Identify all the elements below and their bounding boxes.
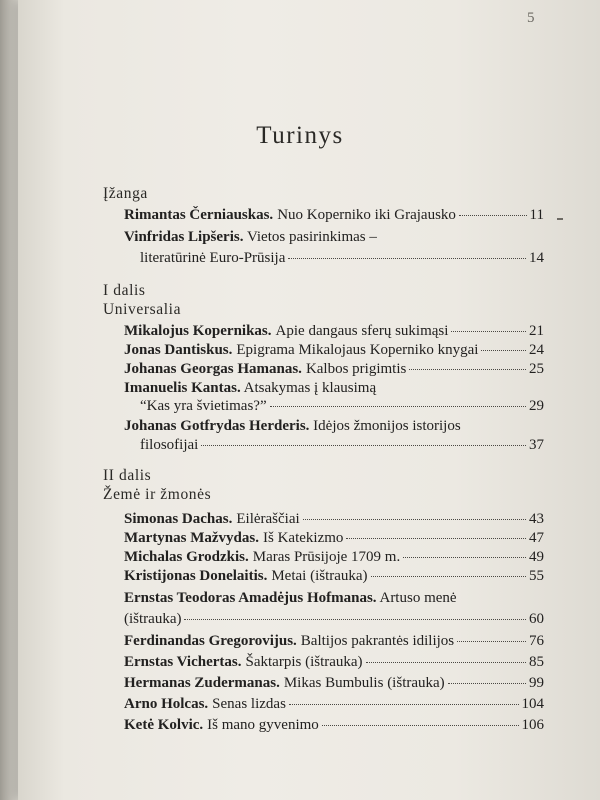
dot-leader	[270, 406, 526, 407]
dot-leader	[201, 445, 526, 446]
book-spine-shadow	[0, 0, 18, 800]
entry-title: Vietos pasirinkimas –	[246, 229, 377, 245]
section-part1-label: I dalis	[103, 282, 146, 299]
entry-author: Michalas Grodzkis.	[124, 549, 249, 565]
dot-leader	[448, 683, 526, 684]
entry-page: 24	[529, 342, 544, 358]
dot-leader	[346, 538, 526, 539]
toc-entry	[124, 654, 544, 676]
toc-entry	[124, 568, 544, 590]
entry-author: Ernstas Teodoras Amadėjus Hofmanas.	[124, 590, 377, 606]
entry-title: Eilėraščiai	[236, 511, 300, 527]
entry-page: 55	[529, 568, 544, 584]
entry-page: 11	[529, 207, 544, 223]
entry-title: Artuso menė	[379, 590, 457, 606]
entry-page: 37	[529, 437, 544, 453]
toc-entry-first-line	[124, 229, 377, 246]
entry-page: 47	[529, 530, 544, 546]
entry-title: Šaktarpis (ištrauka)	[245, 654, 363, 670]
dot-leader	[288, 258, 526, 259]
toc-entry	[124, 717, 544, 739]
section-intro-label: Įžanga	[103, 185, 148, 202]
entry-title: Nuo Koperniko iki Grajausko	[277, 207, 456, 223]
dot-leader	[457, 641, 526, 642]
toc-entry	[124, 675, 544, 697]
entry-page: 21	[529, 323, 544, 339]
toc-entry-continuation	[124, 611, 544, 633]
entry-title: Idėjos žmonijos istorijos	[313, 418, 461, 434]
entry-author: Simonas Dachas.	[124, 511, 233, 527]
entry-page: 106	[521, 717, 544, 733]
entry-title: Senas lizdas	[212, 696, 286, 712]
toc-entry-first-line	[124, 418, 461, 435]
entry-page: 85	[529, 654, 544, 670]
entry-author: Ketė Kolvic.	[124, 717, 204, 733]
entry-page: 25	[529, 361, 544, 377]
entry-author: Johanas Georgas Hamanas.	[124, 361, 302, 377]
toc-entry-continuation	[140, 437, 544, 459]
toc-entry-first-line	[124, 380, 376, 397]
entry-title: Iš Katekizmo	[263, 530, 344, 546]
entry-page: 76	[529, 633, 544, 649]
toc-entry-continuation	[140, 250, 544, 272]
entry-author: Mikalojus Kopernikas.	[124, 323, 272, 339]
dot-leader	[451, 331, 526, 332]
entry-title: Mikas Bumbulis (ištrauka)	[283, 675, 445, 691]
toc-entry	[124, 633, 544, 655]
dot-leader	[184, 619, 526, 620]
entry-title: Metai (ištrauka)	[271, 568, 368, 584]
dot-leader	[459, 215, 527, 216]
dot-leader	[403, 557, 526, 558]
entry-author: Imanuelis Kantas.	[124, 380, 241, 396]
entry-page: 43	[529, 511, 544, 527]
entry-author: Martynas Mažvydas.	[124, 530, 259, 546]
dot-leader	[289, 704, 519, 705]
dot-leader	[481, 350, 526, 351]
entry-title: Iš mano gyvenimo	[207, 717, 319, 733]
entry-page: 29	[529, 398, 544, 414]
toc-entry-first-line	[124, 590, 457, 607]
entry-author: Johanas Gotfrydas Herderis.	[124, 418, 310, 434]
entry-author: Rimantas Černiauskas.	[124, 207, 274, 223]
entry-title: Atsakymas į klausimą	[243, 380, 377, 396]
toc-entry	[124, 207, 544, 229]
dot-leader	[409, 369, 526, 370]
section-part2-title: Žemė ir žmonės	[103, 486, 212, 503]
entry-title: Kalbos prigimtis	[305, 361, 407, 377]
entry-author: Hermanas Zudermanas.	[124, 675, 280, 691]
entry-title-continued: “Kas yra švietimas?”	[140, 398, 267, 414]
entry-title: Apie dangaus sferų sukimąsi	[275, 323, 449, 339]
page-number: 5	[527, 10, 535, 26]
entry-title-continued: literatūrinė Euro-Prūsija	[140, 250, 286, 266]
dot-leader	[366, 662, 526, 663]
toc-entry	[124, 696, 544, 718]
dot-leader	[303, 519, 526, 520]
entry-author: Ernstas Vichertas.	[124, 654, 242, 670]
section-part1-title: Universalia	[103, 301, 182, 318]
entry-title: Epigrama Mikalojaus Koperniko knygai	[236, 342, 479, 358]
entry-author: Ferdinandas Gregorovijus.	[124, 633, 297, 649]
entry-author: Vinfridas Lipšeris.	[124, 229, 244, 245]
entry-page: 14	[529, 250, 544, 266]
stray-mark	[557, 218, 563, 220]
dot-leader	[371, 576, 526, 577]
entry-page: 104	[521, 696, 544, 712]
entry-author: Jonas Dantiskus.	[124, 342, 233, 358]
section-part2-label: II dalis	[103, 467, 152, 484]
toc-heading: Turinys	[256, 122, 344, 149]
entry-title-continued: filosofijai	[140, 437, 199, 453]
entry-page: 49	[529, 549, 544, 565]
dot-leader	[322, 725, 519, 726]
entry-author: Arno Holcas.	[124, 696, 209, 712]
entry-author: Kristijonas Donelaitis.	[124, 568, 268, 584]
entry-page: 99	[529, 675, 544, 691]
entry-title: Maras Prūsijoje 1709 m.	[252, 549, 401, 565]
entry-page: 60	[529, 611, 544, 627]
toc-entry-continuation	[140, 398, 544, 420]
entry-title-continued: (ištrauka)	[124, 611, 182, 627]
entry-title: Baltijos pakrantės idilijos	[300, 633, 455, 649]
